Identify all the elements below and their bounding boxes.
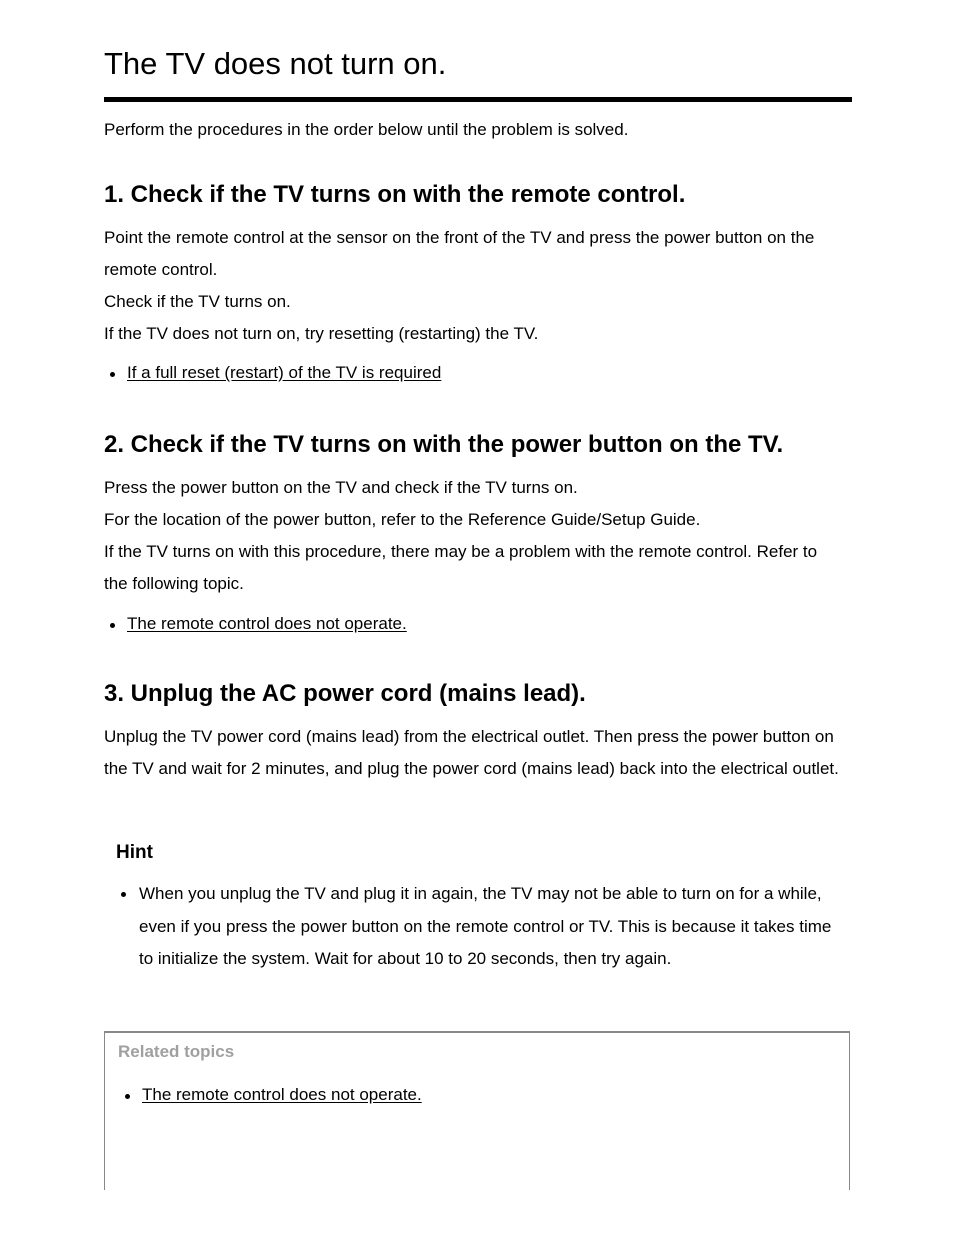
list-item	[104, 361, 852, 385]
body-line: Check if the TV turns on.	[104, 292, 291, 311]
body-line: Point the remote control at the sensor on the front of the TV and press the power button on the remote control.	[104, 228, 815, 279]
section-body	[104, 721, 839, 785]
section-power-button	[104, 430, 852, 636]
list-item	[104, 612, 852, 636]
remote-not-operate-link[interactable]: The remote control does not operate.	[127, 614, 407, 633]
section-heading: 1. Check if the TV turns on with the remote control.	[104, 181, 686, 208]
section-heading: 3. Unplug the AC power cord (mains lead).	[104, 680, 586, 707]
link-list	[104, 361, 852, 385]
body-line: For the location of the power button, refer to the Reference Guide/Setup Guide.	[104, 510, 701, 529]
hint-item: When you unplug the TV and plug it in again, the TV may not be able to turn on for a while, even if you press the power button on the remote control or TV. This is because it takes time to initialize the system. Wait for about 10 to 20 seconds, then try again.	[116, 878, 852, 976]
section-remote-control	[104, 180, 852, 385]
related-remote-not-operate-link[interactable]: The remote control does not operate.	[142, 1085, 422, 1104]
related-topics-heading: Related topics	[118, 1042, 235, 1061]
section-body	[104, 472, 834, 600]
section-body	[104, 222, 844, 350]
link-list	[104, 612, 852, 636]
hint-heading: Hint	[116, 842, 153, 863]
hint-box	[116, 840, 852, 976]
body-line: Unplug the TV power cord (mains lead) from the electrical outlet. Then press the power button on the TV and wait for 2 minutes, and plug the power cord (mains lead) back into the electrical outlet.	[104, 727, 839, 778]
hint-list	[116, 878, 852, 976]
related-topics-list	[119, 1083, 422, 1107]
title-divider	[104, 97, 852, 102]
body-line: Press the power button on the TV and check if the TV turns on.	[104, 478, 578, 497]
section-unplug-power-cord	[104, 679, 852, 785]
page-bottom-margin	[0, 1190, 954, 1235]
body-line: If the TV does not turn on, try resetting (restarting) the TV.	[104, 324, 539, 343]
section-heading: 2. Check if the TV turns on with the power button on the TV.	[104, 431, 784, 458]
intro-text: Perform the procedures in the order below until the problem is solved.	[104, 120, 629, 139]
body-line: If the TV turns on with this procedure, there may be a problem with the remote control. Refer to the following topic.	[104, 542, 818, 593]
full-reset-link[interactable]: If a full reset (restart) of the TV is required	[127, 363, 442, 382]
list-item	[119, 1083, 422, 1107]
page-title: The TV does not turn on.	[104, 46, 447, 81]
